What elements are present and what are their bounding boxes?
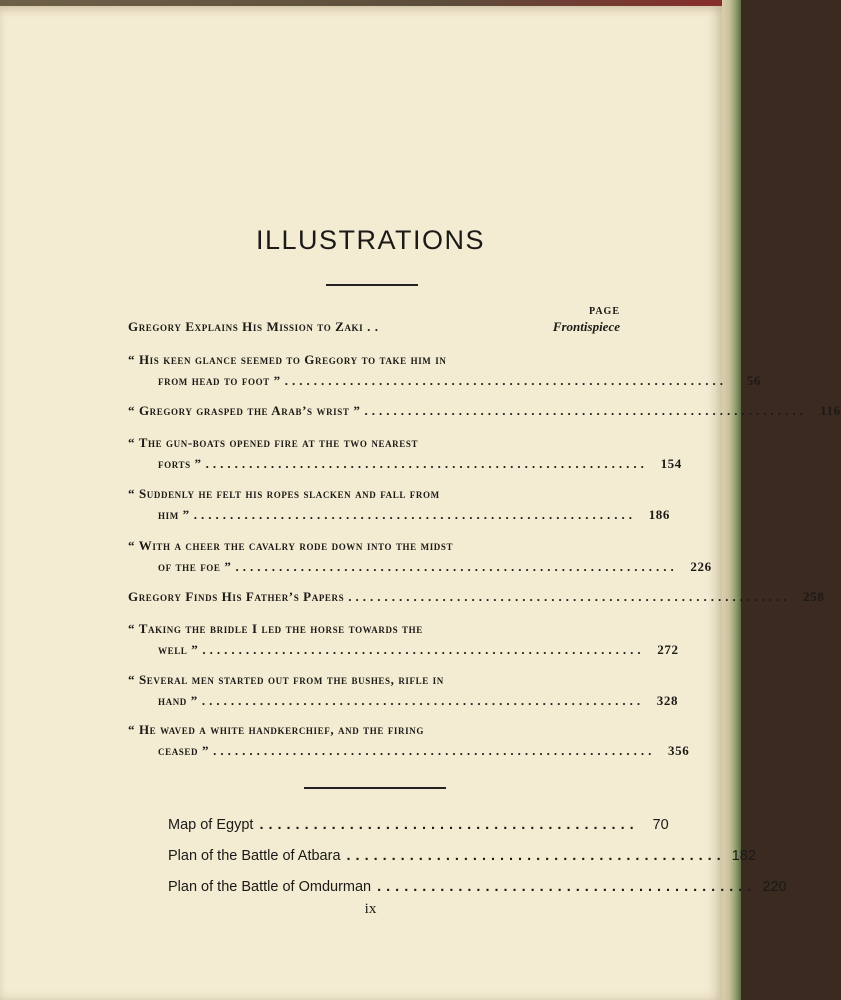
illustration-entry — [128, 483, 670, 525]
dot-leader: ............................................................. — [348, 589, 791, 604]
dot-leader: ............................................................. — [202, 642, 645, 657]
map-entry — [168, 841, 756, 872]
dot-leader: ............................................................. — [235, 559, 678, 574]
entry-page: 328 — [656, 693, 679, 708]
illustration-entry — [128, 719, 690, 761]
section-rule — [304, 787, 446, 789]
entry-caption-line: forts ” — [158, 456, 202, 471]
maps-list — [168, 810, 787, 903]
entry-caption: “ Gregory grasped the Arab’s wrist ” — [128, 403, 361, 418]
entry-page: 154 — [660, 456, 682, 471]
map-entry — [168, 872, 787, 903]
entry-caption-line: of the foe ” — [158, 559, 232, 574]
entry-page: 226 — [690, 559, 712, 574]
illustration-entry — [128, 586, 825, 607]
dot-leader: ............................................................. — [205, 456, 648, 471]
entry-page: 258 — [803, 589, 825, 604]
dot-leader: ............................................................. — [284, 373, 727, 388]
entry-caption-line: “ With a cheer the cavalry rode down into the midst — [128, 538, 454, 553]
entry-caption-line: “ Suddenly he felt his ropes slacken and fall from — [128, 486, 440, 501]
entry-caption-line: “ The gun-boats opened fire at the two nearest — [128, 435, 419, 450]
map-page: 220 — [762, 879, 787, 895]
dot-leader: .......................................... — [346, 848, 726, 864]
illustration-entry — [128, 400, 841, 421]
dot-leader: ............................................................. — [364, 403, 807, 418]
map-label: Plan of the Battle of Omdurman — [168, 879, 372, 895]
title-rule — [326, 284, 418, 286]
entry-caption-line: hand ” — [158, 693, 198, 708]
entry-caption-line: ceased ” — [158, 743, 210, 758]
page-title: ILLUSTRATIONS — [255, 225, 486, 255]
dot-leader: ............................................................. — [193, 507, 636, 522]
entry-caption-line: him ” — [158, 507, 190, 522]
illustration-entry — [128, 316, 620, 337]
entry-caption-line: “ Several men started out from the bushes, rifle in — [128, 672, 444, 687]
page-number: ix — [364, 901, 377, 917]
entry-page: 356 — [668, 743, 690, 758]
entry-page: 186 — [648, 507, 670, 522]
entry-caption-line: “ His keen glance seemed to Gregory to take him in — [128, 352, 447, 367]
entry-page: 56 — [746, 373, 761, 388]
entry-page: Frontispiece — [552, 319, 620, 334]
dot-leader: ............................................................. — [213, 743, 656, 758]
illustration-entry — [128, 535, 712, 577]
dot-leader: ............................................................. — [201, 693, 645, 708]
illustration-entry — [128, 669, 679, 711]
map-label: Map of Egypt — [168, 817, 254, 833]
entry-caption-line: well ” — [158, 642, 199, 657]
entry-caption-line: “ He waved a white handkerchief, and the firing — [128, 722, 424, 737]
entry-page: 116 — [820, 403, 841, 418]
entry-caption-line: “ Taking the bridle I led the horse towards the — [128, 621, 423, 636]
map-page: 70 — [652, 817, 669, 833]
map-entry — [168, 810, 669, 841]
map-page: 182 — [731, 848, 756, 864]
entry-caption: Gregory Explains His Mission to Zaki . . — [128, 319, 379, 334]
dot-leader: .......................................... — [377, 879, 757, 895]
illustration-entry — [128, 432, 682, 474]
page-column-label: PAGE — [588, 306, 620, 317]
entry-caption-line: from head to foot ” — [158, 373, 281, 388]
entry-page: 272 — [657, 642, 679, 657]
entry-caption: Gregory Finds His Father’s Papers — [128, 589, 345, 604]
dot-leader: .......................................... — [259, 817, 639, 833]
illustration-entry — [128, 618, 679, 660]
map-label: Plan of the Battle of Atbara — [168, 848, 341, 864]
illustration-entry — [128, 349, 761, 391]
